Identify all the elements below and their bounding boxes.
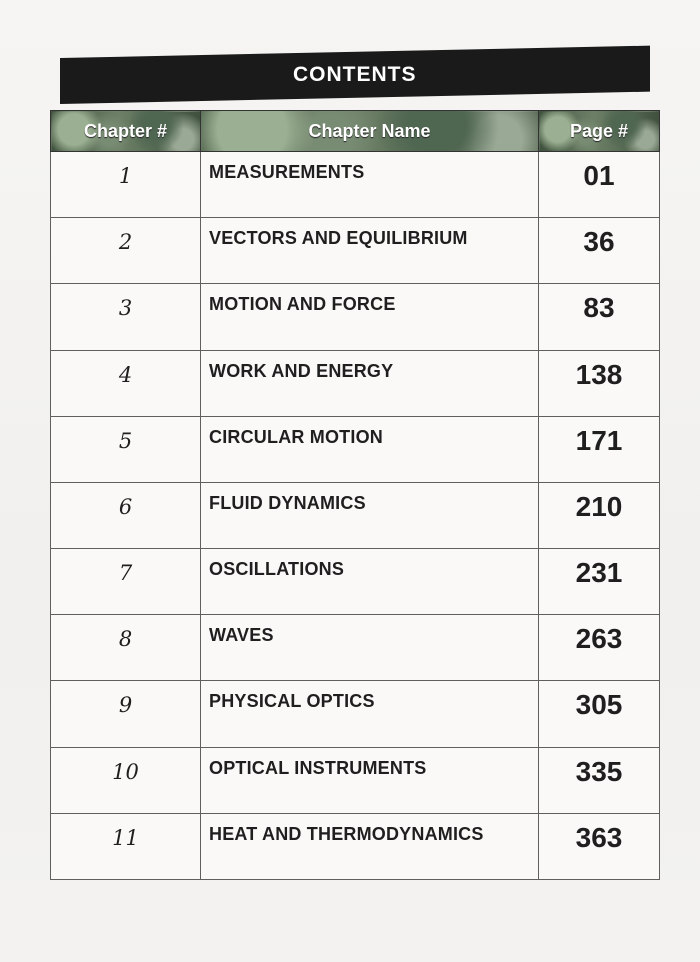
page-number: 263 — [539, 615, 660, 681]
chapter-number: 10 — [51, 747, 201, 813]
chapter-number: 11 — [51, 813, 201, 879]
table-row — [51, 549, 660, 615]
page-number: 36 — [539, 218, 660, 284]
chapter-name: FLUID DYNAMICS — [201, 482, 539, 548]
chapter-name-header: Chapter Name — [201, 111, 539, 152]
chapter-number: 7 — [51, 549, 201, 615]
chapter-name: MEASUREMENTS — [201, 152, 539, 218]
page-number: 231 — [539, 549, 660, 615]
chapter-number: 3 — [51, 284, 201, 350]
page-number-header: Page # — [539, 111, 660, 152]
chapter-number: 5 — [51, 416, 201, 482]
chapter-number-header: Chapter # — [51, 111, 201, 152]
page-number: 01 — [539, 152, 660, 218]
page-number: 305 — [539, 681, 660, 747]
chapter-name: WAVES — [201, 615, 539, 681]
chapter-number: 9 — [51, 681, 201, 747]
table-row — [51, 416, 660, 482]
chapter-number: 6 — [51, 482, 201, 548]
table-row — [51, 482, 660, 548]
table-row — [51, 152, 660, 218]
table-header-row — [51, 111, 660, 152]
chapter-name: PHYSICAL OPTICS — [201, 681, 539, 747]
chapter-name: MOTION AND FORCE — [201, 284, 539, 350]
page-number: 363 — [539, 813, 660, 879]
chapter-name: OPTICAL INSTRUMENTS — [201, 747, 539, 813]
table-row — [51, 218, 660, 284]
page-number: 138 — [539, 350, 660, 416]
page-number: 210 — [539, 482, 660, 548]
chapter-name: CIRCULAR MOTION — [201, 416, 539, 482]
page-number: 83 — [539, 284, 660, 350]
table-row — [51, 350, 660, 416]
chapter-name: OSCILLATIONS — [201, 549, 539, 615]
table-row — [51, 747, 660, 813]
page-number: 171 — [539, 416, 660, 482]
page-number: 335 — [539, 747, 660, 813]
contents-title: CONTENTS — [293, 62, 417, 86]
table-row — [51, 813, 660, 879]
table-row — [51, 681, 660, 747]
chapter-number: 2 — [51, 218, 201, 284]
contents-table — [50, 110, 660, 880]
chapter-name: WORK AND ENERGY — [201, 350, 539, 416]
contents-banner — [60, 46, 650, 104]
table-row — [51, 284, 660, 350]
table-row — [51, 615, 660, 681]
chapter-number: 1 — [51, 152, 201, 218]
chapter-number: 8 — [51, 615, 201, 681]
chapter-number: 4 — [51, 350, 201, 416]
chapter-name: VECTORS AND EQUILIBRIUM — [201, 218, 539, 284]
contents-table-wrapper — [50, 110, 660, 880]
chapter-name: HEAT AND THERMODYNAMICS — [201, 813, 539, 879]
